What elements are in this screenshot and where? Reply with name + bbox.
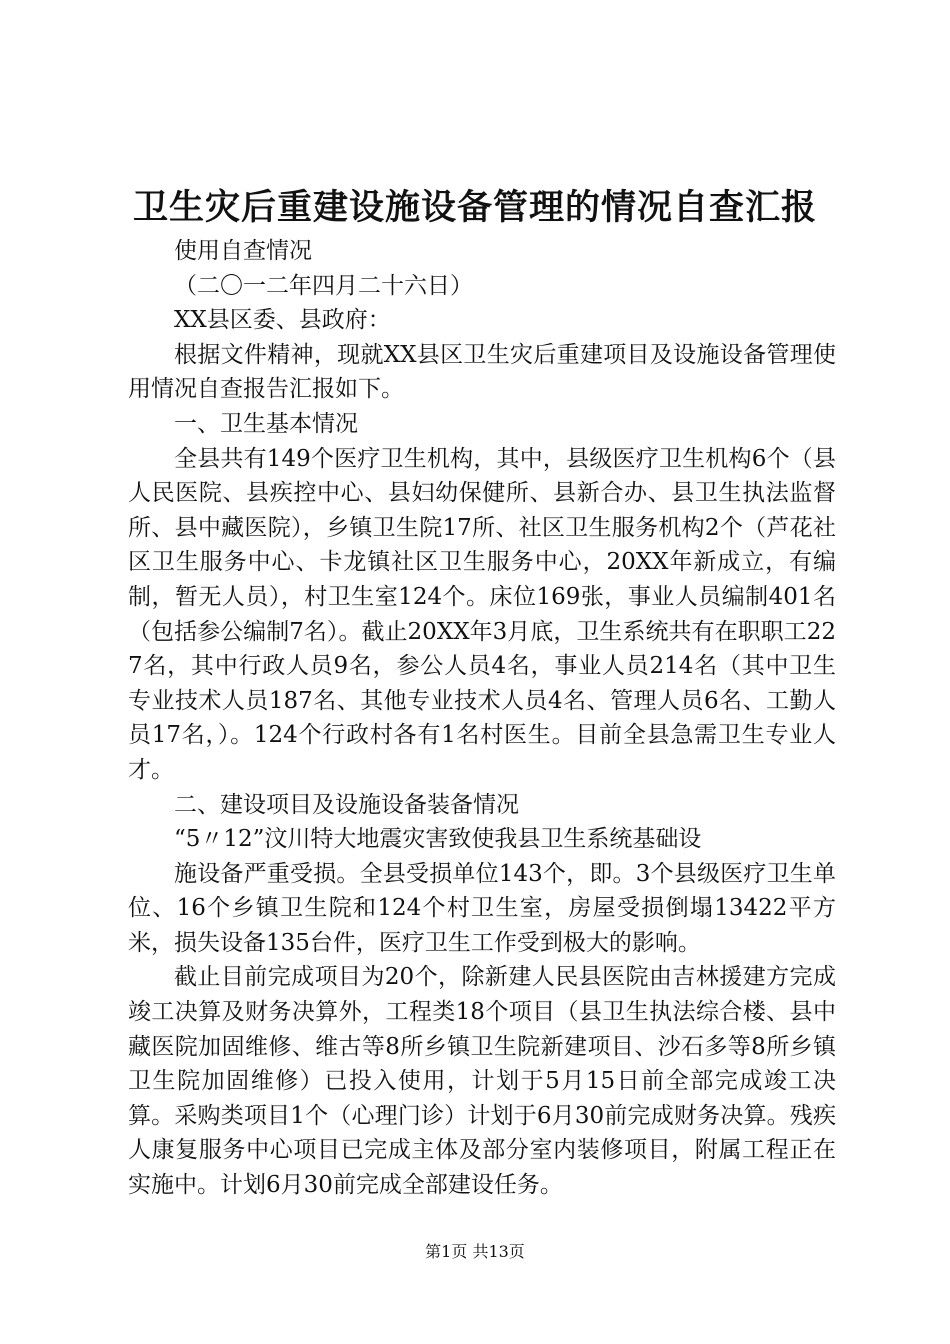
paragraph-intro: 根据文件精神，现就XX县区卫生灾后重建项目及设施设备管理使用情况自查报告汇报如下。 <box>128 341 836 403</box>
paragraph-subtitle: 使用自查情况 <box>174 238 312 264</box>
section-heading-2: 二、建设项目及设施设备装备情况 <box>174 791 519 818</box>
paragraph-date: （二〇一二年四月二十六日） <box>174 272 473 299</box>
paragraph-basic-info: 全县共有149个医疗卫生机构，其中，县级医疗卫生机构6个（县人民医院、县疾控中心、县妇幼保健所、县新合办、县卫生执法监督所、县中藏医院），乡镇卫生院17所、社区卫生服务机构2个（芦花社区卫生服务中心、卡龙镇社区卫生服务中心，20XX年新成立，有编制，暂无人员），村卫生室124个。床位169张，事业人员编制401名（包括参公编制7名）。截止20XX年3月底，卫生系统共有在职职工227名，其中行政人员9名，参公人员4名，事业人员214名（其中卫生专业技术人员187名、其他专业技术人员4名、管理人员6名、工勤人员17名，）。124个行政村各有1名村医生。目前全县急需卫生专业人才。 <box>128 445 836 783</box>
page-footer: 第1页 共13页 <box>425 1242 525 1261</box>
section-heading-1: 一、卫生基本情况 <box>174 410 358 437</box>
document-body <box>128 234 836 1203</box>
paragraph-damage: 施设备严重受损。全县受损单位143个，即。3个县级医疗卫生单位、16个乡镇卫生院和124个村卫生室，房屋受损倒塌13422平方米，损失设备135台件，医疗卫生工作受到极大的影响。 <box>128 860 836 956</box>
paragraph-earthquake-line: “5〃12”汶川特大地震灾害致使我县卫生系统基础设 <box>174 826 702 853</box>
document-title: 卫生灾后重建设施设备管理的情况自查汇报 <box>132 187 817 228</box>
paragraph-addressee: XX县区委、县政府： <box>174 307 391 334</box>
paragraph-progress: 截止目前完成项目为20个，除新建人民县医院由吉林援建方完成竣工决算及财务决算外，工程类18个项目（县卫生执法综合楼、县中藏医院加固维修、维古等8所乡镇卫生院新建项目、沙石多等8所乡镇卫生院加固维修）已投入使用，计划于5月15日前全部完成竣工决算。采购类项目1个（心理门诊）计划于6月30前完成财务决算。残疾人康复服务中心项目已完成主体及部分室内装修项目，附属工程正在实施中。计划6月30前完成全部建设任务。 <box>128 964 836 1199</box>
